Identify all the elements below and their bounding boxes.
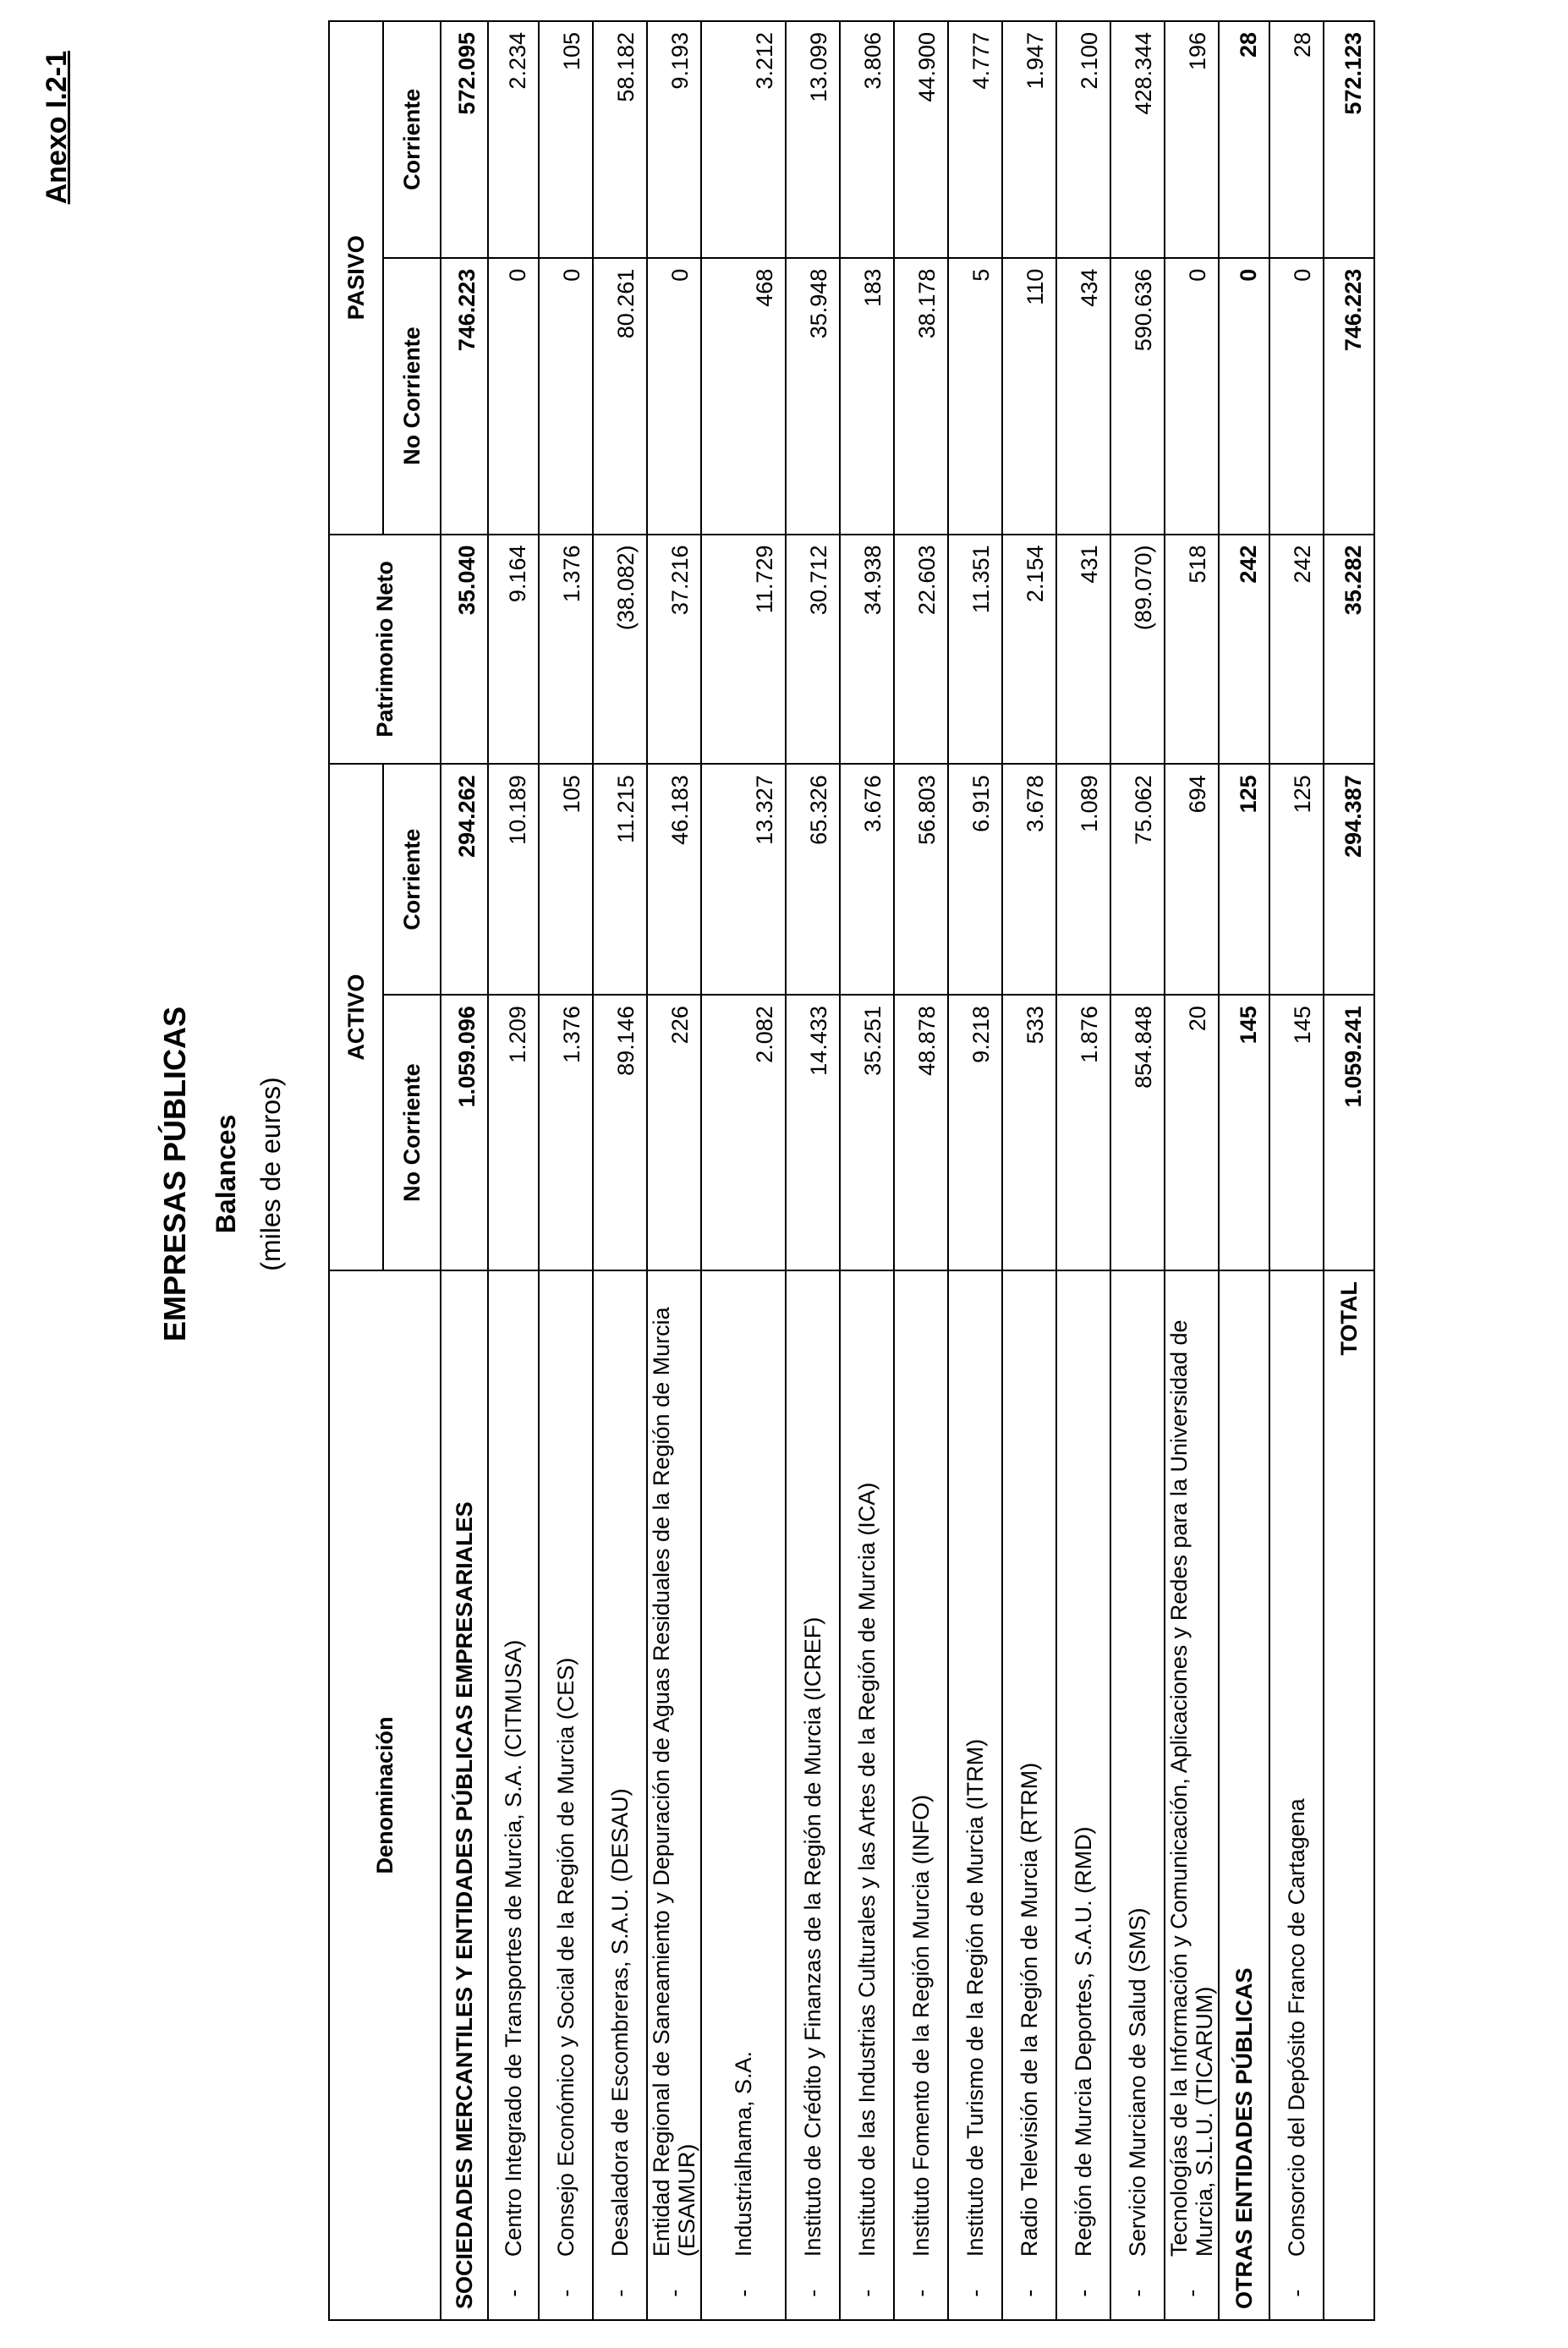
table-row xyxy=(894,21,948,2320)
cell-value: 105 xyxy=(539,764,593,995)
table-row xyxy=(948,21,1002,2320)
row-denominacion: Instituto de las Industrias Culturales y las Artes de la Región de Murcia (ICA) xyxy=(840,1270,894,2267)
cell-value: 746.223 xyxy=(1324,258,1374,535)
row-denominacion: Instituto de Crédito y Finanzas de la Región de Murcia (ICREF) xyxy=(786,1270,840,2267)
cell-value: 9.164 xyxy=(488,535,539,765)
cell-value: 3.212 xyxy=(701,21,786,258)
row-denominacion: Entidad Regional de Saneamiento y Depuración de Aguas Residuales de la Región de Murcia (ESAMUR) xyxy=(647,1270,701,2267)
row-dash: - xyxy=(647,2267,701,2320)
cell-value: 196 xyxy=(1165,21,1219,258)
cell-value: 30.712 xyxy=(786,535,840,765)
row-denominacion: Consejo Económico y Social de la Región de Murcia (CES) xyxy=(539,1270,593,2267)
cell-value: 3.678 xyxy=(1002,764,1056,995)
cell-value: 145 xyxy=(1269,995,1324,1270)
row-dash: - xyxy=(786,2267,840,2320)
row-denominacion: Instituto de Turismo de la Región de Murcia (ITRM) xyxy=(948,1270,1002,2267)
cell-value: 80.261 xyxy=(593,258,647,535)
cell-value: 125 xyxy=(1269,764,1324,995)
row-dash: - xyxy=(894,2267,948,2320)
header-activo: ACTIVO xyxy=(329,764,383,1270)
row-dash: - xyxy=(1110,2267,1165,2320)
cell-value: 572.095 xyxy=(441,21,488,258)
cell-value: 746.223 xyxy=(441,258,488,535)
total-row xyxy=(1324,21,1374,2320)
cell-value: 9.218 xyxy=(948,995,1002,1270)
section-row-sociedades xyxy=(441,21,488,2320)
cell-value: 4.777 xyxy=(948,21,1002,258)
page-subtitle: Balances xyxy=(211,1114,241,1234)
section-label: OTRAS ENTIDADES PÚBLICAS xyxy=(1219,1270,1269,2320)
cell-value: 44.900 xyxy=(894,21,948,258)
cell-value: 1.876 xyxy=(1056,995,1110,1270)
cell-value: 1.376 xyxy=(539,995,593,1270)
cell-value: 1.089 xyxy=(1056,764,1110,995)
cell-value: 1.209 xyxy=(488,995,539,1270)
cell-value: 2.100 xyxy=(1056,21,1110,258)
cell-value: 2.082 xyxy=(701,995,786,1270)
balances-table xyxy=(328,20,1375,2321)
header-activo-corriente: Corriente xyxy=(383,764,441,995)
row-denominacion: Consorcio del Depósito Franco de Cartagena xyxy=(1269,1270,1324,2267)
cell-value: 28 xyxy=(1269,21,1324,258)
units-label: (miles de euros) xyxy=(255,1077,286,1271)
cell-value: 10.189 xyxy=(488,764,539,995)
cell-value: 65.326 xyxy=(786,764,840,995)
cell-value: 2.234 xyxy=(488,21,539,258)
table-row xyxy=(1002,21,1056,2320)
cell-value: 38.178 xyxy=(894,258,948,535)
cell-value: 0 xyxy=(488,258,539,535)
cell-value: 533 xyxy=(1002,995,1056,1270)
row-denominacion: Centro Integrado de Transportes de Murcia, S.A. (CITMUSA) xyxy=(488,1270,539,2267)
cell-value: 2.154 xyxy=(1002,535,1056,765)
cell-value: 13.099 xyxy=(786,21,840,258)
cell-value: 11.729 xyxy=(701,535,786,765)
cell-value: 294.262 xyxy=(441,764,488,995)
row-denominacion: Instituto Fomento de la Región Murcia (INFO) xyxy=(894,1270,948,2267)
row-dash: - xyxy=(701,2267,786,2320)
cell-value: 242 xyxy=(1269,535,1324,765)
cell-value: 428.344 xyxy=(1110,21,1165,258)
table-row xyxy=(1165,21,1219,2320)
row-denominacion: Radio Televisión de la Región de Murcia (RTRM) xyxy=(1002,1270,1056,2267)
cell-value: 694 xyxy=(1165,764,1219,995)
cell-value: 14.433 xyxy=(786,995,840,1270)
table-row xyxy=(539,21,593,2320)
annex-label: Anexo I.2-1 xyxy=(41,51,73,205)
page-title: EMPRESAS PÚBLICAS xyxy=(157,1006,192,1342)
title-block xyxy=(156,0,290,2348)
table-row xyxy=(593,21,647,2320)
cell-value: 590.636 xyxy=(1110,258,1165,535)
row-denominacion: Servicio Murciano de Salud (SMS) xyxy=(1110,1270,1165,2267)
row-dash: - xyxy=(1165,2267,1219,2320)
cell-value: 11.215 xyxy=(593,764,647,995)
section-label: SOCIEDADES MERCANTILES Y ENTIDADES PÚBLICAS EMPRESARIALES xyxy=(441,1270,488,2320)
row-dash: - xyxy=(1269,2267,1324,2320)
cell-value: 145 xyxy=(1219,995,1269,1270)
cell-value: 58.182 xyxy=(593,21,647,258)
cell-value: 35.251 xyxy=(840,995,894,1270)
cell-value: (89.070) xyxy=(1110,535,1165,765)
row-denominacion: Desaladora de Escombreras, S.A.U. (DESAU) xyxy=(593,1270,647,2267)
table-row xyxy=(840,21,894,2320)
row-denominacion: Industrialhama, S.A. xyxy=(701,1270,786,2267)
section-row-otras xyxy=(1219,21,1269,2320)
total-label: TOTAL xyxy=(1324,1270,1374,2320)
row-dash: - xyxy=(948,2267,1002,2320)
table-row xyxy=(1056,21,1110,2320)
cell-value: 518 xyxy=(1165,535,1219,765)
cell-value: 35.282 xyxy=(1324,535,1374,765)
cell-value: 13.327 xyxy=(701,764,786,995)
cell-value: 35.948 xyxy=(786,258,840,535)
header-denominacion: Denominación xyxy=(329,1270,441,2320)
table-body xyxy=(441,21,1374,2320)
header-activo-no-corriente: No Corriente xyxy=(383,995,441,1270)
row-dash: - xyxy=(593,2267,647,2320)
cell-value: 0 xyxy=(539,258,593,535)
row-dash: - xyxy=(840,2267,894,2320)
cell-value: 3.676 xyxy=(840,764,894,995)
cell-value: 37.216 xyxy=(647,535,701,765)
cell-value: 46.183 xyxy=(647,764,701,995)
cell-value: 294.387 xyxy=(1324,764,1374,995)
cell-value: 110 xyxy=(1002,258,1056,535)
cell-value: 0 xyxy=(1269,258,1324,535)
cell-value: 1.059.096 xyxy=(441,995,488,1270)
cell-value: 434 xyxy=(1056,258,1110,535)
cell-value: 1.376 xyxy=(539,535,593,765)
cell-value: 5 xyxy=(948,258,1002,535)
cell-value: 1.947 xyxy=(1002,21,1056,258)
cell-value: 6.915 xyxy=(948,764,1002,995)
row-denominacion: Tecnologías de la Información y Comunicación, Aplicaciones y Redes para la Universidad de Murcia, S.L.U. (TICARUM) xyxy=(1165,1270,1219,2267)
cell-value: 854.848 xyxy=(1110,995,1165,1270)
cell-value: 0 xyxy=(1165,258,1219,535)
cell-value: 226 xyxy=(647,995,701,1270)
table-row xyxy=(1269,21,1324,2320)
cell-value: 105 xyxy=(539,21,593,258)
cell-value: 56.803 xyxy=(894,764,948,995)
table-row xyxy=(488,21,539,2320)
cell-value: 35.040 xyxy=(441,535,488,765)
cell-value: 242 xyxy=(1219,535,1269,765)
cell-value: 3.806 xyxy=(840,21,894,258)
cell-value: 183 xyxy=(840,258,894,535)
table-row xyxy=(786,21,840,2320)
cell-value: 48.878 xyxy=(894,995,948,1270)
cell-value: 1.059.241 xyxy=(1324,995,1374,1270)
cell-value: (38.082) xyxy=(593,535,647,765)
header-pasivo-corriente: Corriente xyxy=(383,21,441,258)
table-row xyxy=(647,21,701,2320)
cell-value: 75.062 xyxy=(1110,764,1165,995)
cell-value: 431 xyxy=(1056,535,1110,765)
row-dash: - xyxy=(1056,2267,1110,2320)
table-row xyxy=(1110,21,1165,2320)
table-row xyxy=(701,21,786,2320)
row-dash: - xyxy=(539,2267,593,2320)
cell-value: 0 xyxy=(647,258,701,535)
cell-value: 572.123 xyxy=(1324,21,1374,258)
cell-value: 34.938 xyxy=(840,535,894,765)
cell-value: 28 xyxy=(1219,21,1269,258)
header-pasivo-no-corriente: No Corriente xyxy=(383,258,441,535)
header-patrimonio-neto: Patrimonio Neto xyxy=(329,535,441,765)
cell-value: 89.146 xyxy=(593,995,647,1270)
cell-value: 0 xyxy=(1219,258,1269,535)
cell-value: 22.603 xyxy=(894,535,948,765)
cell-value: 20 xyxy=(1165,995,1219,1270)
header-pasivo: PASIVO xyxy=(329,21,383,535)
cell-value: 9.193 xyxy=(647,21,701,258)
row-denominacion: Región de Murcia Deportes, S.A.U. (RMD) xyxy=(1056,1270,1110,2267)
row-dash: - xyxy=(1002,2267,1056,2320)
cell-value: 125 xyxy=(1219,764,1269,995)
cell-value: 11.351 xyxy=(948,535,1002,765)
row-dash: - xyxy=(488,2267,539,2320)
cell-value: 468 xyxy=(701,258,786,535)
